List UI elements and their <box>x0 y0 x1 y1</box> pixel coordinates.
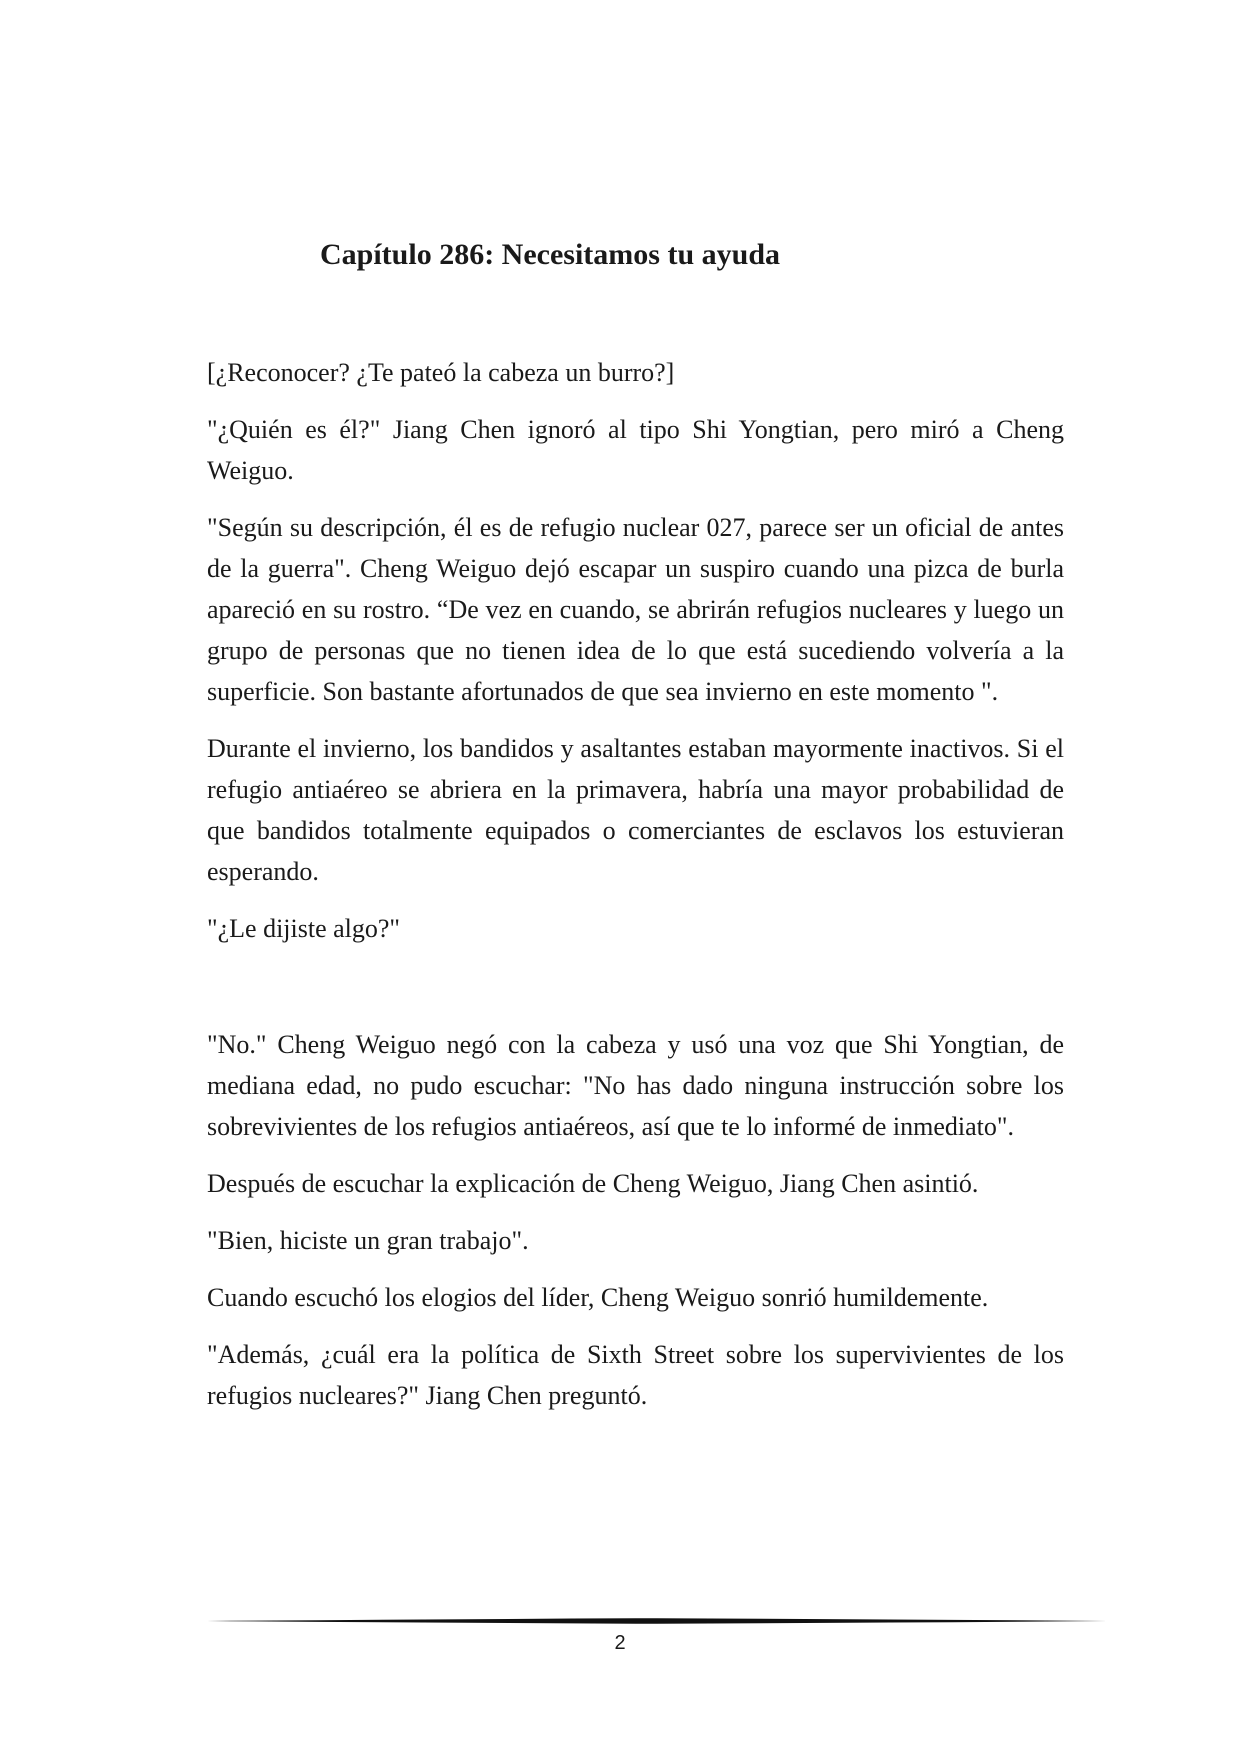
paragraph: "¿Quién es él?" Jiang Chen ignoró al tipo Shi Yongtian, pero miró a Cheng Weiguo. <box>207 415 1064 485</box>
chapter-title: Capítulo 286: Necesitamos tu ayuda <box>320 238 781 271</box>
paragraph: "No." Cheng Weiguo negó con la cabeza y usó una voz que Shi Yongtian, de mediana edad, no pudo escuchar: "No has dado ninguna instrucción sobre los sobrevivientes de los refugios antiaéreos, así que te lo informé de inmediato". <box>207 1030 1064 1141</box>
paragraph: "Según su descripción, él es de refugio nuclear 027, parece ser un oficial de antes de la guerra". Cheng Weiguo dejó escapar un suspiro cuando una pizca de burla apareció en su rostro. “De vez en cuando, se abrirán refugios nucleares y luego un grupo de personas que no tienen idea de lo que está sucediendo volvería a la superficie. Son bastante afortunados de que sea invierno en este momento ". <box>207 513 1064 706</box>
paragraph: "¿Le dijiste algo?" <box>207 914 401 943</box>
paragraph: Durante el invierno, los bandidos y asaltantes estaban mayormente inactivos. Si el refugio antiaéreo se abriera en la primavera, habría una mayor probabilidad de que bandidos totalmente equipados o comerciantes de esclavos los estuvieran esperando. <box>207 734 1064 886</box>
chapter-body <box>207 352 1064 1432</box>
paragraph: Después de escuchar la explicación de Cheng Weiguo, Jiang Chen asintió. <box>207 1169 979 1198</box>
paragraph: [¿Reconocer? ¿Te pateó la cabeza un burro?] <box>207 358 675 387</box>
paragraph: Cuando escuchó los elogios del líder, Cheng Weiguo sonrió humildemente. <box>207 1283 989 1312</box>
paragraph: "Bien, hiciste un gran trabajo". <box>207 1226 529 1255</box>
footer-divider <box>207 1616 1107 1626</box>
paragraph: "Además, ¿cuál era la política de Sixth Street sobre los supervivientes de los refugios nucleares?" Jiang Chen preguntó. <box>207 1340 1064 1410</box>
page-number: 2 <box>614 1632 626 1654</box>
